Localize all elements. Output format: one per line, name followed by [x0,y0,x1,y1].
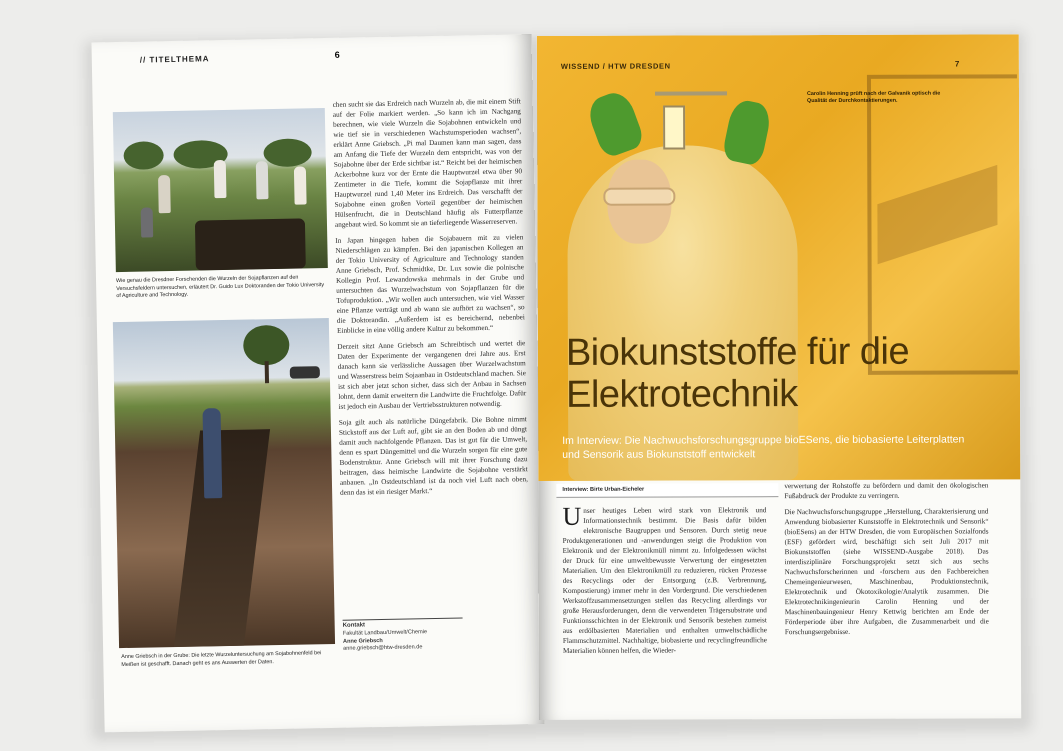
article-column-1 [562,501,767,656]
contact-faculty: Fakultät Landbau/Umwelt/Chemie [342,628,428,637]
page-number-left: 6 [334,49,340,60]
contact-name: Anne Griebsch [342,637,383,645]
article-column-2 [784,480,989,643]
field-photo [113,108,328,272]
trench-photo-caption: Anne Griebsch in der Grube: Die letzte Wurzeluntersuchung am Sojabohnenfeld bei Meißen ist geschafft. Danach geht es ans Auswerten der Daten. [121,650,322,668]
page-number-right: 7 [954,59,960,69]
lab-photo-caption: Carolin Henning prüft nach der Galvanik optisch die Qualität der Durchkontaktierungen. [807,90,941,105]
article-subline: Im Interview: Die Nachwuchsforschungsgruppe bioESens, die biobasierte Leiterplatten und Sensorik aus Biokunststoff entwickelt [562,433,965,461]
field-photo-caption: Wie genau die Dresdner Forschenden die Wurzeln der Sojapflanzen auf den Versuchsfeldern untersuchen, erläutert Dr. Guido Lux Doktoranden der Tokio University of Agriculture and Technology. [115,274,325,300]
paragraph: In Japan hingegen haben die Sojabauern mit zu vielen Niederschlägen zu kämpfen. Bei den japanischen Kollegen an der Tokio University of Agriculture and Technology standen Anne Griebsch, Prof. Schmidtke, Dr. Lux sowie die polnische Kollegin Prof. Lewandowska mehrmals in der Grube und untersuchten das Wurzelwachstum von Sojapflanzen für die Tofuproduktion. „Wir wollen auch untersuchen, wie viel Wasser eine Pflanze verträgt und ab wann sie aufhört zu wachsen“, so die Doktorandin. „Außerdem ist es bereichernd, nebenbei Einblicke in eine völlig andere Kultur zu bekommen.“ [335,233,525,335]
article-headline: Biokunststoffe für die Elektrotechnik [565,330,910,416]
paragraph: Die Nachwuchsforschungsgruppe „Herstellung, Charakterisierung und Anwendung biobasierter Kunststoffe in Elektrotechnik und Sensorik“ (bioESens) an der HTW Dresden, die vom Europäischen Sozialfonds (ESF) gefördert wird, beschäftigt sich seit Juli 2017 mit Biokunststoffen (siehe WISSEND-Ausgabe 2018). Das interdisziplinäre Forschungsprojekt setzt sich aus sechs Nachwuchsforscherinnen und -forschern aus den Fachbereichen Chemeingenieurwesen, Maschinenbau, Produktionstechnik, Elektrotechnik und Ökotoxikologie/Analytik zusammen. Die Elektrotechnikingenieurin Carolin Henning und der Maschinenbauingenieur Henry Kettwig berichten am Ende der Förderperiode über ihre Aufgaben, die Zusammenarbeit und die Forschungsergebnisse. [784,507,989,637]
left-page [91,34,544,732]
right-page [537,34,1021,720]
lab-photo [537,34,1021,481]
contact-title: Kontakt [342,622,366,629]
rubric-left: // TITELTHEMA [139,54,210,65]
paragraph: nser heutiges Leben wird stark von Elektronik und Informationstechnik bestimmt. Die Basis dafür bilden elektronische Baugruppen und Sensoren. Durch stetig neue Produktgenerationen und -anwendungen steigt die Produktion von Elektronik und der Elektronikmüll nimmt zu. Infolgedessen wächst der Druck für eine umweltbewusste Verwertung der eingesetzten Materialien. Um den Elektronikmüll zu reduzieren, rücken Prozesse des Recyclings oder der Entsorgung (z.B. Verbrennung, Kompostierung) immer mehr in den Vordergrund. Die verschiedenen Werkstoffzusammensetzungen stellen das Recycling allerdings vor große Herausforderungen, denn die verwendeten Trägersubstrate und Funktionsschichten in der Elektronik und Sensorik bestehen zumeist aus erdölbasierten Materialien und enthalten umweltschädliche Flammschutzmittel. Nachhaltige, biobasierte und recyclingfreundliche Materialien können helfen, die Wieder- [562,506,767,655]
trench-photo [113,318,335,648]
article-column-left [333,96,529,504]
paragraph: chen sucht sie das Erdreich nach Wurzeln ab, die mit einem Stift auf der Folie markiert werden. „So kann ich im Nachgang berechnen, wie viele Wurzeln die Sojabohnen entwickeln und wie tief sie in verschiedenen Wachstumsperioden wachsen“, erklärt Anne Griebsch. „Pi mal Daumen kann man sagen, dass am Anfang die Tiefe der Wurzeln dem entspricht, was von der Sojabohne über der Erde sichtbar ist.“ Reicht bei der heimischen Ackerbohne kurz vor der Ernte die Hauptwurzel etwa über 90 Zentimeter in die Tiefe, kommt die Sojapflanze mit ihrer Hauptwurzel rund 1,40 Meter ins Erdreich. Das verschafft der Sojabohne einen großen Vorteil gegenüber der heimischen Hülsenfrucht, die in Deutschland häufig als Futterpflanze angebaut wird. So kommt sie an tieferliegende Wasserreserven. [332,97,523,229]
contact-email: anne.griebsch@htw-dresden.de [343,644,423,653]
drop-cap: U [562,501,582,531]
contact-box [343,617,464,653]
paragraph: Derzeit sitzt Anne Griebsch am Schreibtisch und wertet die Daten der Experimente der vergangenen drei Jahre aus. Erst danach kann sie verlässliche Aussagen über Wurzelwachstum und Wasserstress beim Sojaanbau in Ostdeutschland machen. Sie ist sich aber jetzt schon sicher, dass sich der Anbau in Sachsen lohnt, denn damit erweitern die Landwirte die Fruchtfolge. Dafür ist jedoch ein Ausbau der Vertriebsstrukturen notwendig. [337,339,527,411]
interview-byline: Interview: Birte Urban-Eicheler [556,483,778,498]
rubric-right: WISSEND / HTW DRESDEN [560,61,671,71]
paragraph: Soja gilt auch als natürliche Düngefabrik. Die Bohne nimmt Stickstoff aus der Luft auf, gibt sie an den Boden ab und düngt damit auch nachfolgende Pflanzen. Das ist gut für die Umwelt, denn es spart Düngemittel und die Wurzeln sorgen für eine gute Bodenstruktur. Anne Griebsch will mit ihrer Forschung dazu beitragen, dass heimische Landwirte die Sojabohne verstärkt anbauen. „In Ostdeutschland ist da noch viel Luft nach oben, denn das ist ein riesiger Markt.“ [338,415,528,497]
paragraph: verwertung der Rohstoffe zu befördern und damit den ökologischen Fußabdruck der Produkte zu verringern. [784,481,989,501]
